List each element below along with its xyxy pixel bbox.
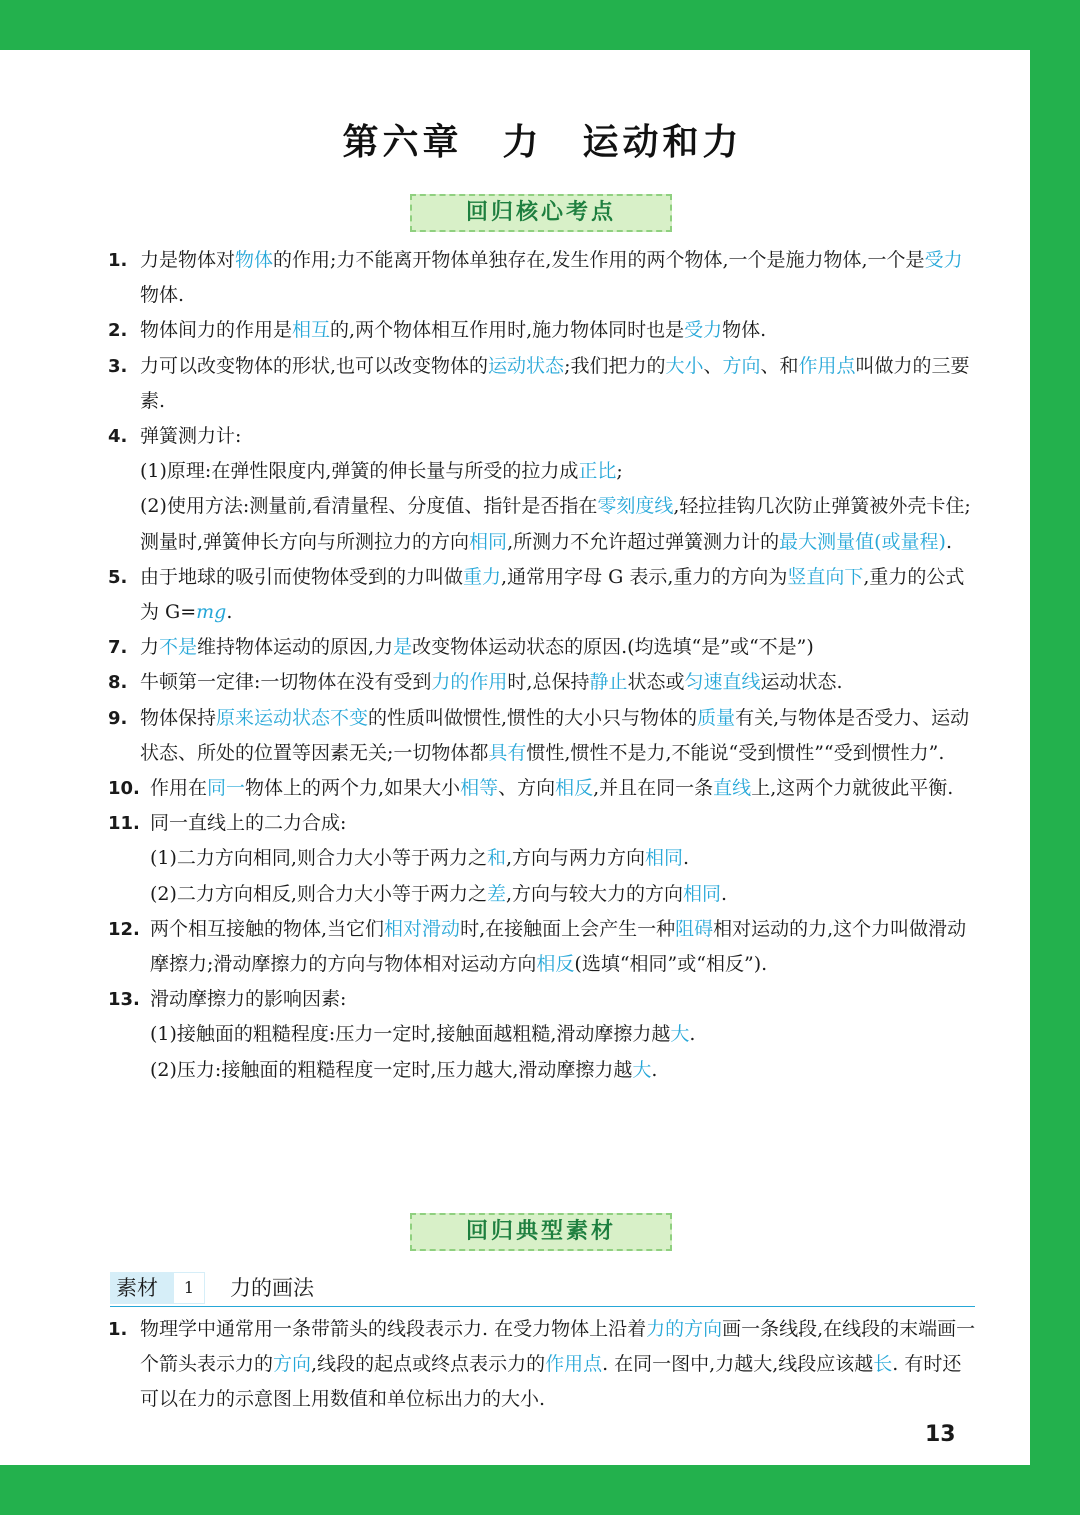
answer-text: 大: [670, 1023, 690, 1046]
answer-text: 相反: [555, 777, 594, 800]
answer-text: 最大测量值(或量程): [779, 530, 946, 553]
sub-item: (1)原理:在弹性限度内,弹簧的伸长量与所受的拉力成正比;: [140, 460, 623, 483]
sub-item: (2)压力:接触面的粗糙程度一定时,压力越大,滑动摩擦力越大.: [150, 1058, 658, 1081]
page: [0, 50, 1030, 1465]
item-number: 9.: [108, 707, 128, 729]
answer-text: 相同: [645, 847, 684, 870]
item-number: 3.: [108, 355, 128, 377]
answer-text: 作用点: [545, 1353, 603, 1376]
answer-text: 方向: [273, 1353, 312, 1376]
sub-item: (2)使用方法:测量前,看清量程、分度值、指针是否指在零刻度线,轻拉挂钩几次防止弹簧被外壳卡住;测量时,弹簧伸长方向与所测拉力的方向相同,所测力不允许超过弹簧测力计的最大测量值(或量程).: [140, 495, 971, 553]
answer-text: 运动状态: [488, 354, 565, 377]
chapter-title: 第六章 力 运动和力: [342, 122, 743, 163]
answer-text: 相同: [683, 882, 722, 905]
list-item: 9. 物体保持原来运动状态不变的性质叫做惯性,惯性的大小只与物体的质量有关,与物体是否受力、运动状态、所处的位置等因素无关;一切物体都具有惯性,惯性不是力,不能说“受到惯性”“受到惯性力”.: [108, 701, 978, 771]
answer-text: 物体: [235, 249, 274, 271]
answer-text: 作用点: [798, 354, 856, 377]
answer-text: 相等: [460, 777, 499, 800]
list-item: 3. 力可以改变物体的形状,也可以改变物体的运动状态;我们把力的大小、方向、和作用点叫做力的三要素.: [108, 349, 978, 419]
item-number: 13.: [108, 989, 140, 1011]
answer-text: 是: [393, 636, 413, 659]
answer-text: 竖直向下: [787, 565, 864, 588]
page-number: 13: [925, 1422, 956, 1447]
answer-text: 差: [486, 882, 506, 905]
item-title: 弹簧测力计:: [140, 425, 242, 448]
answer-text: 阻碍: [675, 917, 714, 940]
answer-text: 受力: [924, 249, 963, 271]
answer-text: 相互: [292, 319, 331, 342]
list-item: 1. 力是物体对物体的作用;力不能离开物体单独存在,发生作用的两个物体,一个是施力物体,一个是受力物体.: [108, 243, 978, 313]
core-points-list: [108, 243, 978, 1088]
answer-text: 同一: [207, 777, 246, 800]
item-number: 2.: [108, 320, 128, 342]
material-title: 力的画法: [230, 1276, 314, 1300]
answer-text: 匀速直线: [684, 671, 761, 694]
answer-text: 力的方向: [646, 1318, 723, 1340]
answer-text: 力的作用: [431, 671, 508, 694]
list-item: 5. 由于地球的吸引而使物体受到的力叫做重力,通常用字母 G 表示,重力的方向为竖直向下,重力的公式为 G=mg.: [108, 560, 978, 630]
item-number: 7.: [108, 637, 128, 659]
answer-text: 质量: [697, 706, 736, 729]
answer-text: 大: [632, 1058, 652, 1081]
list-item: 7. 力不是维持物体运动的原因,力是改变物体运动状态的原因.(均选填“是”或“不是”): [108, 630, 978, 665]
answer-text: 静止: [589, 671, 628, 694]
item-number: 8.: [108, 672, 128, 694]
answer-text: 零刻度线: [597, 495, 674, 518]
answer-text: 相反: [536, 953, 575, 976]
material-number: 1: [173, 1272, 205, 1304]
list-item: 1. 物理学中通常用一条带箭头的线段表示力. 在受力物体上沿着力的方向画一条线段,在线段的末端画一个箭头表示力的方向,线段的起点或终点表示力的作用点. 在同一图中,力越大,线段应该越长. 有时还可以在力的示意图上用数值和单位标出力的大小.: [108, 1312, 978, 1418]
answer-text: 长: [873, 1353, 893, 1376]
answer-text: 具有: [488, 741, 527, 764]
list-item: [108, 419, 978, 560]
item-title: 滑动摩擦力的影响因素:: [150, 988, 347, 1011]
material-tag: 素材: [110, 1272, 205, 1304]
answer-text: mg: [196, 601, 227, 624]
answer-text: 原来运动状态不变: [216, 706, 369, 729]
answer-text: 和: [486, 847, 506, 870]
sub-item: (2)二力方向相反,则合力大小等于两力之差,方向与较大力的方向相同.: [150, 882, 728, 905]
list-item: [108, 806, 978, 912]
material-header: [110, 1272, 975, 1307]
list-item: [108, 982, 978, 1088]
answer-text: 受力: [684, 319, 723, 342]
item-number: 10.: [108, 778, 140, 800]
answer-text: 大小: [665, 354, 704, 377]
list-item: 2. 物体间力的作用是相互的,两个物体相互作用时,施力物体同时也是受力物体.: [108, 313, 978, 348]
section-heading-typical-materials: 回归典型素材: [410, 1213, 672, 1251]
answer-text: 方向: [722, 354, 761, 377]
item-number: 11.: [108, 813, 140, 835]
list-item: 10. 作用在同一物体上的两个力,如果大小相等、方向相反,并且在同一条直线上,这两个力就彼此平衡.: [108, 771, 978, 806]
item-number: 5.: [108, 566, 128, 588]
sub-item: (1)二力方向相同,则合力大小等于两力之和,方向与两力方向相同.: [150, 847, 690, 870]
item-number: 1.: [108, 1319, 128, 1340]
list-item: 8. 牛顿第一定律:一切物体在没有受到力的作用时,总保持静止状态或匀速直线运动状态.: [108, 665, 978, 700]
item-title: 同一直线上的二力合成:: [150, 812, 347, 835]
answer-text: 不是: [159, 636, 198, 659]
material-content: [108, 1312, 978, 1418]
answer-text: 直线: [713, 777, 752, 800]
answer-text: 相同: [469, 530, 508, 553]
list-item: 12. 两个相互接触的物体,当它们相对滑动时,在接触面上会产生一种阻碍相对运动的力,这个力叫做滑动摩擦力;滑动摩擦力的方向与物体相对运动方向相反(选填“相同”或“相反”).: [108, 912, 978, 982]
item-number: 12.: [108, 918, 140, 940]
item-number: 1.: [108, 250, 128, 271]
item-number: 4.: [108, 426, 128, 448]
section-heading-core-points: 回归核心考点: [410, 194, 672, 232]
answer-text: 正比: [578, 460, 617, 483]
answer-text: 重力: [463, 565, 502, 588]
answer-text: 相对滑动: [384, 917, 461, 940]
sub-item: (1)接触面的粗糙程度:压力一定时,接触面越粗糙,滑动摩擦力越大.: [150, 1023, 696, 1046]
